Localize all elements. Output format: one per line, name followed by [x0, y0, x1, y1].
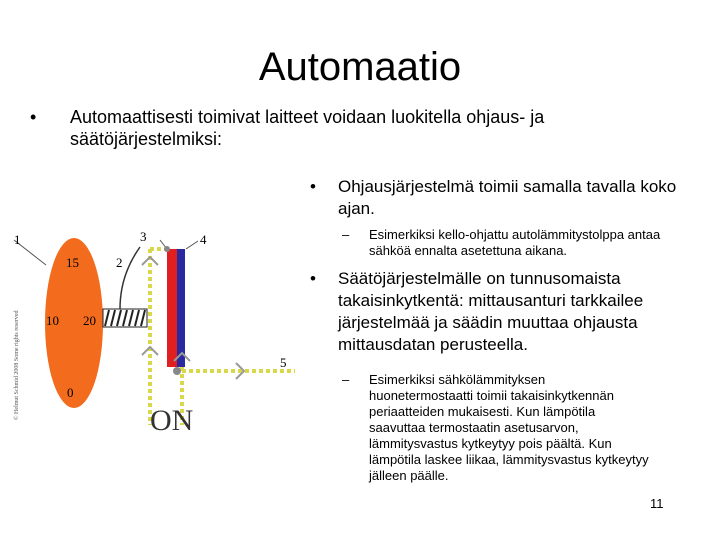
dial-mark-0: 0 [67, 385, 74, 400]
red-bimetal-strip [167, 249, 177, 367]
label-1: 1 [14, 232, 21, 247]
bullet-marker: • [310, 177, 316, 196]
left-wire [150, 249, 167, 425]
control-system-bullet [310, 176, 700, 220]
label-pointer-4 [186, 241, 198, 249]
contact-bottom [173, 367, 181, 375]
thermostat-figure [10, 225, 302, 435]
contact-top [164, 246, 170, 252]
thermostat-diagram [10, 225, 302, 435]
regulation-system-bullet [310, 268, 710, 356]
dash-marker: – [342, 227, 350, 242]
lever-arm [120, 247, 140, 309]
blue-bimetal-strip [177, 249, 185, 367]
figure-credit: © Helmut Schmid 2008 Some rights reserved [14, 310, 20, 420]
dash-marker: – [342, 372, 350, 387]
intro-bullet [30, 106, 670, 150]
label-2: 2 [116, 255, 123, 270]
control-system-text: Ohjausjärjestelmä toimii samalla tavalla koko ajan. [338, 177, 677, 218]
label-5: 5 [280, 355, 287, 370]
regulation-system-text: Säätöjärjestelmälle on tunnusomaista takaisinkytkentä: mittausanturi tarkkailee järjestelmää ja säädin muuttaa ohjausta mittausdatan perusteella. [338, 269, 644, 354]
switch-state-label: ON [150, 404, 194, 435]
regulation-example-bullet [342, 372, 652, 484]
page-number: 11 [650, 496, 664, 511]
dial-mark-20: 20 [83, 313, 96, 328]
control-example-text: Esimerkiksi kello-ohjattu autolämmitystolppa antaa sähköä ennalta asetettuna aikana. [369, 227, 661, 258]
slide-title: Automaatio [258, 45, 462, 89]
bullet-marker: • [30, 107, 37, 127]
control-example-bullet [342, 227, 702, 259]
label-3: 3 [140, 229, 147, 244]
label-4: 4 [200, 232, 207, 247]
dial-mark-15: 15 [66, 255, 79, 270]
dial-mark-10: 10 [46, 313, 59, 328]
regulation-example-text: Esimerkiksi sähkölämmityksen huonetermostaatti toimii takaisinkytkennän periaatteiden mukaisesti. Kun lämpötila saavuttaa termostaatin asetusarvon, lämmitysvastus kytkeytyy pois päältä. Kun lämpötila laskee liikaa, lämmitysvastus kytkeytyy jälleen päälle. [369, 372, 649, 483]
intro-text: Automaattisesti toimivat laitteet voidaan luokitella ohjaus- ja säätöjärjestelmiksi: [70, 107, 545, 149]
bullet-marker: • [310, 269, 316, 288]
